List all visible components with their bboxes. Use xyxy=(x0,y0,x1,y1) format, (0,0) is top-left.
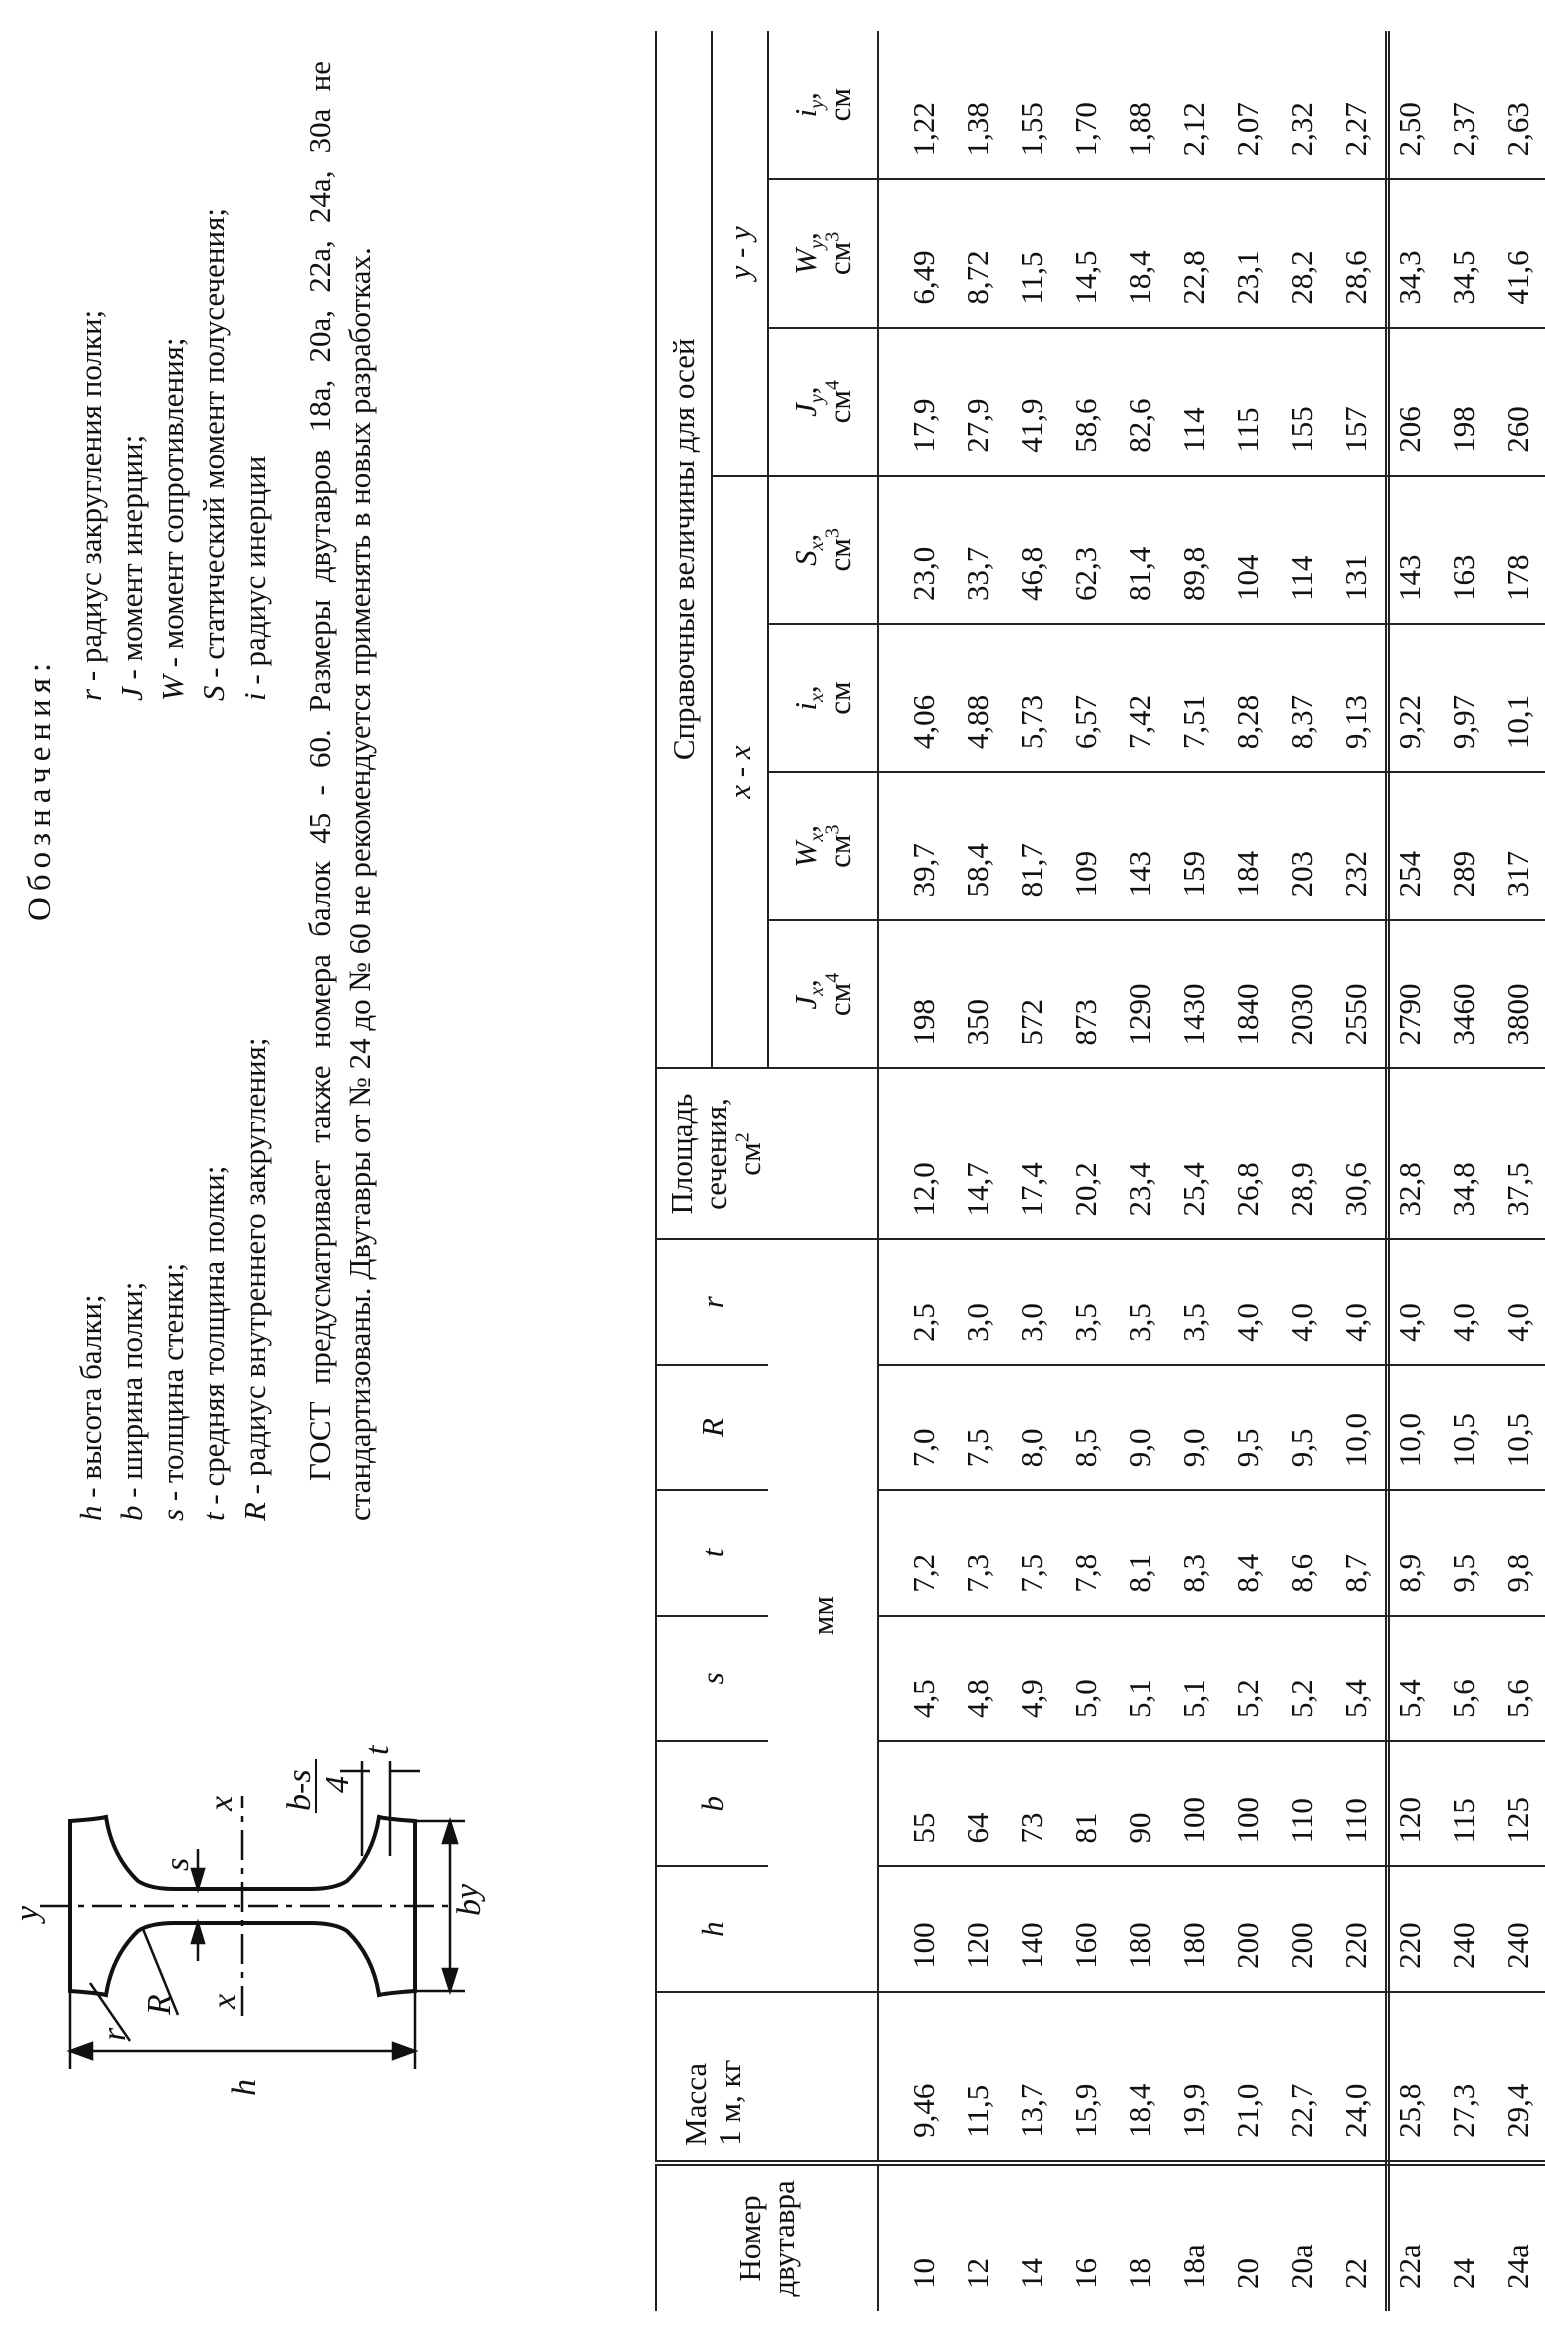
table-cell: 3,0 xyxy=(1005,1239,1059,1364)
table-cell: 32,8 xyxy=(1383,1069,1437,1240)
table-cell: 110 xyxy=(1329,1741,1383,1866)
table-cell: 9,97 xyxy=(1437,624,1491,772)
header-s: s xyxy=(656,1616,768,1741)
table-cell: 5,4 xyxy=(1383,1616,1437,1741)
table-cell: 7,0 xyxy=(878,1365,951,1490)
table-cell: 10,0 xyxy=(1329,1365,1383,1490)
table-cell: 572 xyxy=(1005,920,1059,1068)
table-cell: 20 xyxy=(1230,2258,1265,2289)
table-cell: 5,1 xyxy=(1167,1616,1221,1741)
table-cell: 14 xyxy=(1014,2258,1049,2289)
table-cell: 3,5 xyxy=(1167,1239,1221,1364)
table-cell: 81,4 xyxy=(1113,476,1167,624)
legend-item: i - радиус инерции xyxy=(237,455,272,701)
table-cell: 115 xyxy=(1221,328,1275,476)
table-cell: 25,4 xyxy=(1167,1069,1221,1240)
table-cell: 5,2 xyxy=(1275,1616,1329,1741)
table-cell: 260 xyxy=(1491,328,1545,476)
table-cell: 2550 xyxy=(1329,920,1383,1068)
table-cell: 9,0 xyxy=(1113,1365,1167,1490)
table-cell: 39,7 xyxy=(878,772,951,920)
table-row xyxy=(1167,31,1221,2311)
beam-table xyxy=(655,31,1545,2311)
table-cell: 8,7 xyxy=(1329,1490,1383,1615)
table-cell: 10,1 xyxy=(1491,624,1545,772)
table-cell: 8,72 xyxy=(951,179,1005,327)
table-cell: 6,57 xyxy=(1059,624,1113,772)
table-cell: 19,9 xyxy=(1167,1992,1221,2163)
table-cell: 180 xyxy=(1167,1866,1221,1991)
table-cell: 143 xyxy=(1383,476,1437,624)
table-cell: 89,8 xyxy=(1167,476,1221,624)
table-cell: 4,0 xyxy=(1221,1239,1275,1364)
table-cell: 163 xyxy=(1437,476,1491,624)
table-cell: 2,50 xyxy=(1383,31,1437,179)
table-cell: 1,70 xyxy=(1059,31,1113,179)
table-cell: 4,0 xyxy=(1383,1239,1437,1364)
table-cell: 4,8 xyxy=(951,1616,1005,1741)
table-cell: 13,7 xyxy=(1005,1992,1059,2163)
table-cell: 254 xyxy=(1383,772,1437,920)
table-cell: 178 xyxy=(1491,476,1545,624)
header-Wx: $W_x$, $см^3$ xyxy=(768,772,878,920)
table-cell: 4,0 xyxy=(1329,1239,1383,1364)
table-cell: 8,37 xyxy=(1275,624,1329,772)
table-cell: 10 xyxy=(906,2258,941,2289)
diagram-s-label: s xyxy=(159,1857,196,1871)
legend-item: J - момент инерции; xyxy=(114,434,149,701)
header-mass-bottom xyxy=(768,1992,878,2163)
table-cell: 5,1 xyxy=(1113,1616,1167,1741)
table-cell: 100 xyxy=(1221,1741,1275,1866)
table-cell: 9,8 xyxy=(1491,1490,1545,1615)
legend-right xyxy=(70,208,275,701)
diagram-x-right: x xyxy=(203,1795,240,1811)
table-row xyxy=(1005,31,1059,2311)
table-cell: 25,8 xyxy=(1383,1992,1437,2163)
legend-item: S - статический момент полусечения; xyxy=(196,208,231,701)
table-cell: 21,0 xyxy=(1221,1992,1275,2163)
table-cell: 3800 xyxy=(1491,920,1545,1068)
table-cell: 8,28 xyxy=(1221,624,1275,772)
table-cell: 11,5 xyxy=(951,1992,1005,2163)
table-cell: 22,7 xyxy=(1275,1992,1329,2163)
table-bottom-rule xyxy=(1385,31,1390,2311)
table-row xyxy=(1491,31,1545,2311)
table-cell: 9,5 xyxy=(1437,1490,1491,1615)
header-iy: $i_y$, см xyxy=(768,31,878,179)
table-cell: 46,8 xyxy=(1005,476,1059,624)
table-cell: 7,42 xyxy=(1113,624,1167,772)
table-cell: 2,63 xyxy=(1491,31,1545,179)
diagram-R-label: R xyxy=(141,1994,178,2015)
table-cell: 109 xyxy=(1059,772,1113,920)
table-cell: 81,7 xyxy=(1005,772,1059,920)
header-number: Номер двутавра xyxy=(656,2163,878,2311)
table-cell: 16 xyxy=(1068,2258,1103,2289)
table-cell: 64 xyxy=(951,1741,1005,1866)
legend-item: b - ширина полки; xyxy=(114,1281,149,1521)
header-axis-yy: y - y xyxy=(712,31,768,476)
table-cell: 17,4 xyxy=(1005,1069,1059,1240)
table-cell: 23,0 xyxy=(878,476,951,624)
table-cell: 7,5 xyxy=(1005,1490,1059,1615)
table-cell: 120 xyxy=(1383,1741,1437,1866)
header-h: h xyxy=(656,1866,768,1991)
table-cell: 8,5 xyxy=(1059,1365,1113,1490)
table-cell: 873 xyxy=(1059,920,1113,1068)
table-cell: 34,3 xyxy=(1383,179,1437,327)
table-cell: 1,88 xyxy=(1113,31,1167,179)
table-cell: 220 xyxy=(1383,1866,1437,1991)
table-cell: 114 xyxy=(1167,328,1221,476)
table-cell: 3,0 xyxy=(951,1239,1005,1364)
table-cell: 28,6 xyxy=(1329,179,1383,327)
table-cell: 5,2 xyxy=(1221,1616,1275,1741)
header-r: r xyxy=(656,1239,768,1364)
table-cell: 131 xyxy=(1329,476,1383,624)
table-cell: 198 xyxy=(878,920,951,1068)
table-cell: 200 xyxy=(1275,1866,1329,1991)
table-cell: 159 xyxy=(1167,772,1221,920)
table-cell: 23,1 xyxy=(1221,179,1275,327)
table-cell: 4,0 xyxy=(1491,1239,1545,1364)
header-ix: $i_x$, см xyxy=(768,624,878,772)
diagram-y-bottom: y xyxy=(449,1883,486,1899)
table-row xyxy=(1329,31,1383,2311)
table-cell: 1840 xyxy=(1221,920,1275,1068)
table-row xyxy=(1221,31,1275,2311)
table-cell: 73 xyxy=(1005,1741,1059,1866)
table-cell: 198 xyxy=(1437,328,1491,476)
table-cell: 58,6 xyxy=(1059,328,1113,476)
table-cell: 1,55 xyxy=(1005,31,1059,179)
table-cell: 2,5 xyxy=(878,1239,951,1364)
table-cell: 125 xyxy=(1491,1741,1545,1866)
table-cell: 140 xyxy=(1005,1866,1059,1991)
table-cell: 62,3 xyxy=(1059,476,1113,624)
table-cell: 104 xyxy=(1221,476,1275,624)
header-b: b xyxy=(656,1741,768,1866)
header-Jy: $J_y$, $см^4$ xyxy=(768,328,878,476)
table-cell: 41,9 xyxy=(1005,328,1059,476)
table-cell: 58,4 xyxy=(951,772,1005,920)
table-cell: 120 xyxy=(951,1866,1005,1991)
table-cell: 5,6 xyxy=(1491,1616,1545,1741)
table-cell: 34,5 xyxy=(1437,179,1491,327)
diagram-y-top: y xyxy=(9,1905,46,1921)
diagram-x-left: x xyxy=(206,1993,243,2009)
table-cell: 184 xyxy=(1221,772,1275,920)
table-cell: 10,0 xyxy=(1383,1365,1437,1490)
table-cell: 240 xyxy=(1437,1866,1491,1991)
table-cell: 2030 xyxy=(1275,920,1329,1068)
gost-note: ГОСТ предусматривает также номера балок 45 - 60. Размеры двутавров 18а, 20а, 22а, 24а, 30а не стандартизованы. Двутавры от № 24 до № 60 не рекомендуется применять в новых разработках. xyxy=(302,61,377,1521)
table-cell: 2,12 xyxy=(1167,31,1221,179)
table-cell: 90 xyxy=(1113,1741,1167,1866)
table-cell: 3,5 xyxy=(1059,1239,1113,1364)
table-cell: 8,4 xyxy=(1221,1490,1275,1615)
table-cell: 114 xyxy=(1275,476,1329,624)
table-cell: 17,9 xyxy=(878,328,951,476)
table-cell: 27,9 xyxy=(951,328,1005,476)
table-cell: 5,6 xyxy=(1437,1616,1491,1741)
diagram-t-label: t xyxy=(359,1745,396,1755)
table-cell: 3460 xyxy=(1437,920,1491,1068)
table-cell: 14,7 xyxy=(951,1069,1005,1240)
table-row xyxy=(1059,31,1113,2311)
table-cell: 29,4 xyxy=(1491,1992,1545,2163)
diagram-bs-label: b-s xyxy=(281,1769,318,1811)
header-t: t xyxy=(656,1490,768,1615)
table-cell: 10,5 xyxy=(1437,1365,1491,1490)
table-cell: 33,7 xyxy=(951,476,1005,624)
table-cell: 200 xyxy=(1221,1866,1275,1991)
table-cell: 4,5 xyxy=(878,1616,951,1741)
legend-item: W - момент сопротивления; xyxy=(155,337,190,701)
table-cell: 81 xyxy=(1059,1741,1113,1866)
table-cell: 317 xyxy=(1491,772,1545,920)
table-cell: 220 xyxy=(1329,1866,1383,1991)
table-row xyxy=(878,31,951,2311)
table-cell: 12,0 xyxy=(878,1069,951,1240)
table-cell: 1,38 xyxy=(951,31,1005,179)
table-cell: 289 xyxy=(1437,772,1491,920)
table-body xyxy=(878,31,1545,2311)
table-cell: 8,3 xyxy=(1167,1490,1221,1615)
table-cell: 2,27 xyxy=(1329,31,1383,179)
table-cell: 23,4 xyxy=(1113,1069,1167,1240)
table-cell: 9,46 xyxy=(878,1992,951,2163)
table-cell: 15,9 xyxy=(1059,1992,1113,2163)
legend-item: h - высота балки; xyxy=(73,1294,108,1521)
legend-left xyxy=(70,1037,275,1521)
legend-item: s - толщина стенки; xyxy=(155,1262,190,1521)
table-cell: 10,5 xyxy=(1491,1365,1545,1490)
diagram-four-label: 4 xyxy=(319,1776,356,1793)
header-ref: Справочные величины для осей xyxy=(656,31,712,1069)
table-cell: 2,07 xyxy=(1221,31,1275,179)
header-R: R xyxy=(656,1365,768,1490)
header-axis-xx: x - x xyxy=(712,476,768,1069)
legend-item: r - радиус закругления полки; xyxy=(73,309,108,701)
table-cell: 206 xyxy=(1383,328,1437,476)
table-cell: 24а xyxy=(1500,2244,1535,2289)
table-cell: 20а xyxy=(1284,2244,1319,2289)
table-cell: 7,3 xyxy=(951,1490,1005,1615)
table-cell: 100 xyxy=(1167,1741,1221,1866)
table-cell: 7,51 xyxy=(1167,624,1221,772)
table-cell: 1290 xyxy=(1113,920,1167,1068)
table-cell: 160 xyxy=(1059,1866,1113,1991)
table-cell: 143 xyxy=(1113,772,1167,920)
table-cell: 41,6 xyxy=(1491,179,1545,327)
table-cell: 18а xyxy=(1176,2244,1211,2289)
table-cell: 5,0 xyxy=(1059,1616,1113,1741)
table-cell: 22,8 xyxy=(1167,179,1221,327)
table-cell: 232 xyxy=(1329,772,1383,920)
table-row xyxy=(1383,31,1437,2311)
header-area: Площадь сечения, $см^2$ xyxy=(656,1069,878,1240)
legend-item: R - радиус внутреннего закругления; xyxy=(237,1037,272,1521)
table-cell: 155 xyxy=(1275,328,1329,476)
legend-item: t - средняя толщина полки; xyxy=(196,1165,231,1521)
table-cell: 9,5 xyxy=(1221,1365,1275,1490)
table-cell: 115 xyxy=(1437,1741,1491,1866)
i-beam-diagram xyxy=(9,1711,488,2111)
table-cell: 18,4 xyxy=(1113,179,1167,327)
table-cell: 18,4 xyxy=(1113,1992,1167,2163)
header-mass: Масса 1 м, кг xyxy=(656,1992,768,2163)
table-cell: 30,6 xyxy=(1329,1069,1383,1240)
table-cell: 22а xyxy=(1392,2244,1427,2289)
table-cell: 14,5 xyxy=(1059,179,1113,327)
table-cell: 350 xyxy=(951,920,1005,1068)
header-Jx: $J_x$, $см^4$ xyxy=(768,920,878,1068)
table-cell: 1,22 xyxy=(878,31,951,179)
table-cell: 4,88 xyxy=(951,624,1005,772)
table-cell: 180 xyxy=(1113,1866,1167,1991)
table-cell: 26,8 xyxy=(1221,1069,1275,1240)
table-cell: 8,6 xyxy=(1275,1490,1329,1615)
table-cell: 9,13 xyxy=(1329,624,1383,772)
table-cell: 2,32 xyxy=(1275,31,1329,179)
table-cell: 6,49 xyxy=(878,179,951,327)
diagram-b-label: b xyxy=(451,1899,488,1916)
table-cell: 110 xyxy=(1275,1741,1329,1866)
table-cell: 24 xyxy=(1446,2258,1481,2289)
table-cell: 8,1 xyxy=(1113,1490,1167,1615)
table-row xyxy=(1437,31,1491,2311)
header-Wy: $W_y$, $см^3$ xyxy=(768,179,878,327)
table-cell: 2790 xyxy=(1383,920,1437,1068)
table-cell: 7,2 xyxy=(878,1490,951,1615)
table-cell: 11,5 xyxy=(1005,179,1059,327)
table-cell: 82,6 xyxy=(1113,328,1167,476)
table-cell: 2,37 xyxy=(1437,31,1491,179)
table-cell: 8,0 xyxy=(1005,1365,1059,1490)
table-cell: 9,5 xyxy=(1275,1365,1329,1490)
table-cell: 157 xyxy=(1329,328,1383,476)
table-row xyxy=(1113,31,1167,2311)
table-cell: 9,0 xyxy=(1167,1365,1221,1490)
table-row xyxy=(1275,31,1329,2311)
table-cell: 3,5 xyxy=(1113,1239,1167,1364)
legend-title: Обозначения: xyxy=(22,656,58,921)
table-cell: 4,06 xyxy=(878,624,951,772)
table-cell: 22 xyxy=(1338,2258,1373,2289)
table-cell: 203 xyxy=(1275,772,1329,920)
table-cell: 1430 xyxy=(1167,920,1221,1068)
table-cell: 20,2 xyxy=(1059,1069,1113,1240)
table-cell: 4,9 xyxy=(1005,1616,1059,1741)
diagram-r-label: r xyxy=(96,2027,133,2041)
table-cell: 18 xyxy=(1122,2258,1157,2289)
diagram-h-label: h xyxy=(226,2079,263,2096)
table-cell: 34,8 xyxy=(1437,1069,1491,1240)
table-cell: 5,73 xyxy=(1005,624,1059,772)
table-cell: 7,8 xyxy=(1059,1490,1113,1615)
table-cell: 37,5 xyxy=(1491,1069,1545,1240)
header-mm: мм xyxy=(768,1239,878,1991)
table-cell: 5,4 xyxy=(1329,1616,1383,1741)
table-cell: 12 xyxy=(960,2258,995,2289)
table-cell: 24,0 xyxy=(1329,1992,1383,2163)
table-cell: 8,9 xyxy=(1383,1490,1437,1615)
table-cell: 4,0 xyxy=(1275,1239,1329,1364)
table-cell: 7,5 xyxy=(951,1365,1005,1490)
table-row xyxy=(951,31,1005,2311)
table-cell: 4,0 xyxy=(1437,1239,1491,1364)
table-cell: 9,22 xyxy=(1383,624,1437,772)
table-cell: 55 xyxy=(878,1741,951,1866)
table-cell: 100 xyxy=(878,1866,951,1991)
table-cell: 27,3 xyxy=(1437,1992,1491,2163)
table-cell: 240 xyxy=(1491,1866,1545,1991)
header-Sx: $S_x$, $см^3$ xyxy=(768,476,878,624)
table-cell: 28,2 xyxy=(1275,179,1329,327)
table-cell: 28,9 xyxy=(1275,1069,1329,1240)
